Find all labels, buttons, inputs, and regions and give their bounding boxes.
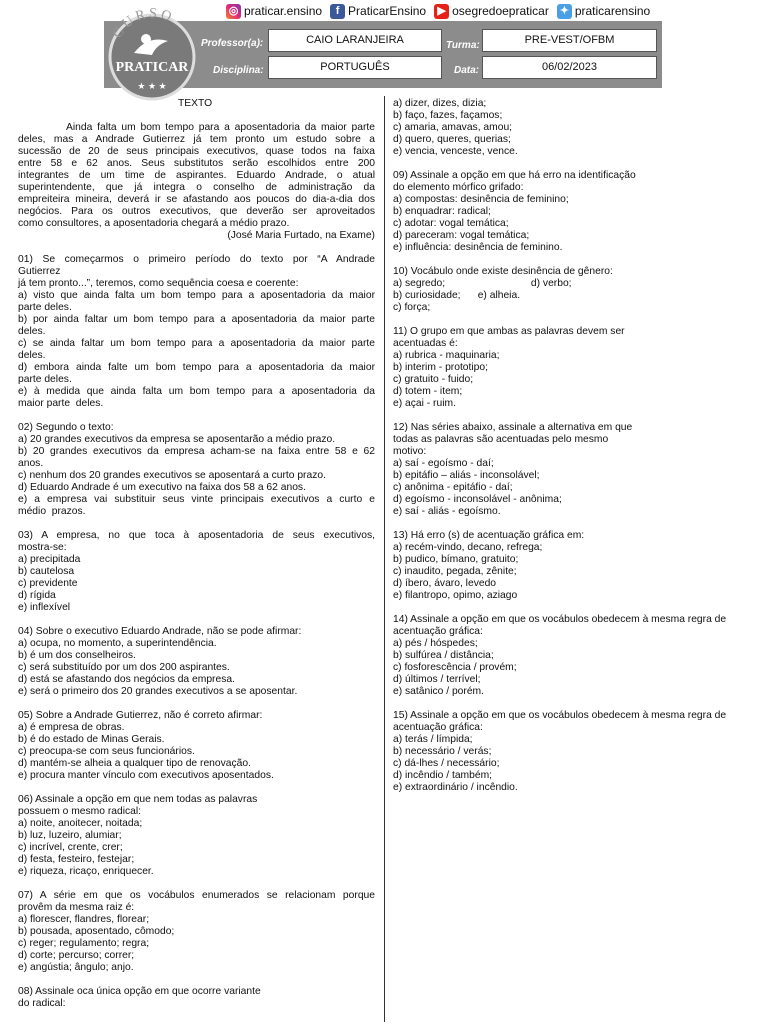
question-line: provêm da mesma raiz é: — [18, 902, 135, 913]
question-line: 11) O grupo em que ambas as palavras devem ser — [393, 326, 625, 337]
question-line: b) sulfúrea / distância; — [393, 650, 494, 661]
youtube-icon: ▶ — [434, 4, 449, 19]
question-line: parte deles. — [18, 302, 72, 313]
text-title: TEXTO — [178, 98, 213, 109]
data-field: 06/02/2023 — [482, 56, 657, 79]
question-line: e) riqueza, ricaço, enriquecer. — [18, 866, 154, 877]
question-line: a) precipitada — [18, 554, 81, 565]
question-line: 09) Assinale a opção em que há erro na identificação — [393, 170, 636, 181]
question-line: d) íbero, ávaro, levedo — [393, 578, 497, 589]
turma-label: Turma: — [446, 40, 480, 51]
question-line: c) incrível, crente, crer; — [18, 842, 123, 853]
svg-text:★ ★ ★: ★ ★ ★ — [137, 81, 167, 91]
instagram-icon: ◎ — [226, 4, 241, 19]
question-line: 10) Vocábulo onde existe desinência de gênero: — [393, 266, 613, 277]
question-line: b) cautelosa — [18, 566, 75, 577]
question-06 — [18, 794, 375, 878]
question-line: a) rubrica - maquinaria; — [393, 350, 500, 361]
question-line: e) procura manter vínculo com executivos aposentados. — [18, 770, 274, 781]
question-line: a) segredo; d) verbo; — [393, 278, 572, 289]
question-08 — [18, 986, 375, 1010]
question-line: deles. — [18, 326, 46, 337]
question-line: 13) Há erro (s) de acentuação gráfica em: — [393, 530, 585, 541]
question-line: c) adotar: vogal temática; — [393, 218, 509, 229]
question-line: e) será o primeiro dos 20 grandes executivos a se aposentar. — [18, 686, 298, 697]
social-twitter[interactable] — [557, 3, 650, 19]
question-line: e) vencia, venceste, vence. — [393, 146, 518, 157]
question-07 — [18, 890, 375, 974]
question-line: 12) Nas séries abaixo, assinale a alternativa em que — [393, 422, 633, 433]
question-line: a) dizer, dizes, dizia; — [393, 98, 487, 109]
question-line: e) a empresa vai substituir seus vinte principais executivos a curto e — [18, 494, 375, 505]
question-line: parte deles. — [18, 374, 72, 385]
social-label: PraticarEnsino — [348, 4, 427, 18]
question-line: e) angústia; ângulo; anjo. — [18, 962, 134, 973]
question-04 — [18, 626, 375, 698]
question-line: b) epitáfio – aliás - inconsolável; — [393, 470, 540, 481]
text-source: (José Maria Furtado, na Exame) — [227, 230, 375, 241]
question-09 — [393, 170, 753, 254]
question-line: a) 20 grandes executivos da empresa se aposentarão a médio prazo. — [18, 434, 336, 445]
question-line: a) é empresa de obras. — [18, 722, 125, 733]
social-youtube[interactable] — [434, 3, 549, 19]
question-line: 07) A série em que os vocábulos enumerados se relacionam porque — [18, 890, 375, 901]
question-line: a) noite, anoitecer, noitada; — [18, 818, 143, 829]
disciplina-label: Disciplina: — [213, 65, 264, 76]
question-line: mostra-se: — [18, 542, 67, 553]
question-line: c) será substituído por um dos 200 aspirantes. — [18, 662, 230, 673]
question-line: c) dá-lhes / necessário; — [393, 758, 500, 769]
question-line: do radical: — [18, 998, 66, 1009]
question-line: d) rígida — [18, 590, 56, 601]
question-line: c) anônima - epitáfio - daí; — [393, 482, 513, 493]
praticar-logo — [104, 5, 200, 105]
social-label: osegredoepraticar — [452, 4, 549, 18]
right-column — [393, 98, 753, 794]
question-line: e) saí - aliás - egoísmo. — [393, 506, 501, 517]
logo-name: PRATICAR — [115, 60, 189, 75]
question-line: e) açai - ruim. — [393, 398, 456, 409]
question-line: c) inaudito, pegada, zênite; — [393, 566, 517, 577]
question-line: Gutierrez — [18, 266, 61, 277]
question-line: d) quero, queres, querias; — [393, 134, 511, 145]
social-label: praticar.ensino — [244, 4, 323, 18]
question-line: maior parte deles. — [18, 398, 104, 409]
question-line: a) recém-vindo, decano, refrega; — [393, 542, 543, 553]
question-line: 04) Sobre o executivo Eduardo Andrade, não se pode afirmar: — [18, 626, 302, 637]
question-line: c) reger; regulamento; regra; — [18, 938, 150, 949]
question-03 — [18, 530, 375, 614]
question-15 — [393, 710, 753, 794]
social-facebook[interactable] — [330, 3, 426, 19]
social-bar — [226, 3, 650, 19]
question-line: b) interim - prototipo; — [393, 362, 488, 373]
question-line: a) ocupa, no momento, a superintendência. — [18, 638, 217, 649]
question-line: b) pousada, aposentado, cômodo; — [18, 926, 175, 937]
question-line: anos. — [18, 458, 44, 469]
question-line: e) filantropo, opimo, aziago — [393, 590, 518, 601]
question-line: d) totem - item; — [393, 386, 463, 397]
question-line: c) força; — [393, 302, 431, 313]
question-line: e) satânico / porém. — [393, 686, 484, 697]
question-line: a) pés / hóspedes; — [393, 638, 478, 649]
question-line: d) festa, festeiro, festejar; — [18, 854, 135, 865]
question-line: d) pareceram: vogal temática; — [393, 230, 530, 241]
question-11 — [393, 326, 753, 410]
question-line: possuem o mesmo radical: — [18, 806, 142, 817]
question-line: 08) Assinale oca única opção em que ocorre variante — [18, 986, 261, 997]
question-line: b) enquadrar: radical; — [393, 206, 491, 217]
question-line: a) terás / límpida; — [393, 734, 473, 745]
question-line: d) mantém-se alheia a qualquer tipo de renovação. — [18, 758, 251, 769]
turma-field: PRE-VEST/OFBM — [482, 29, 657, 52]
question-line: e) inflexível — [18, 602, 71, 613]
question-14 — [393, 614, 753, 698]
question-line: d) Eduardo Andrade é um executivo na faixa dos 58 a 62 anos. — [18, 482, 306, 493]
question-line: b) faço, fazes, façamos; — [393, 110, 503, 121]
question-line: 02) Segundo o texto: — [18, 422, 114, 433]
text-line: entre 58 e 62 anos. Seus substitutos serão escolhidos entre 200 — [18, 158, 375, 169]
question-line: b) curiosidade; e) alheia. — [393, 290, 521, 301]
text-line: deles, mas a Andrade Gutierrez já tem pronto um estudo sobre a — [18, 134, 375, 145]
question-line: b) é do estado de Minas Gerais. — [18, 734, 165, 745]
question-line: b) 20 grandes executivos da empresa acham-se na faixa entre 58 e 62 — [18, 446, 375, 457]
text-line: Ainda falta um bom tempo para a aposentadoria da maior parte — [18, 122, 375, 133]
question-10 — [393, 266, 753, 314]
question-line: 03) A empresa, no que toca à aposentadoria de seus executivos, — [18, 530, 375, 541]
question-line: deles. — [18, 350, 46, 361]
question-line: d) está se afastando dos negócios da empresa. — [18, 674, 235, 685]
question-line: já tem pronto...”, teremos, como sequência coesa e coerente: — [18, 278, 299, 289]
text-line: superintendente, que já integra o conselho de administração da — [18, 182, 375, 193]
question-line: e) à medida que ainda falta um bom tempo para a aposentadoria da — [18, 386, 375, 397]
data-label: Data: — [454, 65, 480, 76]
question-line: motivo: — [393, 446, 427, 457]
text-line: empreiteira mineira, deverá ir se afastando aos poucos do dia-a-dia dos — [18, 194, 375, 205]
question-line: e) extraordinário / incêndio. — [393, 782, 518, 793]
question-line: c) amaria, amavas, amou; — [393, 122, 513, 133]
question-13 — [393, 530, 753, 602]
text-line: sucessão de 20 de seus principais executivos, quase todos na faixa — [18, 146, 375, 157]
professor-field: CAIO LARANJEIRA — [268, 29, 442, 52]
question-line: c) gratuito - fuido; — [393, 374, 474, 385]
question-line: 05) Sobre a Andrade Gutierrez, não é correto afirmar: — [18, 710, 263, 721]
question-line: d) egoísmo - inconsolável - anônima; — [393, 494, 562, 505]
disciplina-field: PORTUGUÊS — [268, 56, 442, 79]
question-line: c) fosforescência / provém; — [393, 662, 517, 673]
social-instagram[interactable] — [226, 3, 322, 19]
question-line: acentuação gráfica: — [393, 626, 483, 637]
professor-label: Professor(a): — [201, 38, 264, 49]
question-line: e) influência: desinência de feminino. — [393, 242, 563, 253]
question-line: d) embora ainda falte um bom tempo para a aposentadoria da maior — [18, 362, 375, 373]
question-line: acentuadas é: — [393, 338, 458, 349]
question-line: d) corte; percurso; correr; — [18, 950, 135, 961]
question-line: b) necessário / verás; — [393, 746, 492, 757]
question-line: b) é um dos conselheiros. — [18, 650, 136, 661]
question-line: b) luz, luzeiro, alumiar; — [18, 830, 122, 841]
text-line: integrantes de um time de aspirantes. Eduardo Andrade, o atual — [18, 170, 375, 181]
twitter-icon: ✦ — [557, 4, 572, 19]
text-line: como consultores, a aposentadoria chegará a médio prazo. — [18, 218, 290, 229]
left-column — [18, 98, 375, 1010]
question-01 — [18, 254, 375, 410]
question-line: c) nenhum dos 20 grandes executivos se aposentará a curto prazo. — [18, 470, 326, 481]
column-divider — [384, 96, 385, 1022]
question-line: a) visto que ainda falta um bom tempo para a aposentadoria da maior — [18, 290, 375, 301]
question-line: 14) Assinale a opção em que os vocábulos obedecem à mesma regra de — [393, 614, 727, 625]
question-line: a) saí - egoísmo - daí; — [393, 458, 494, 469]
question-08-options — [393, 98, 753, 158]
question-line: d) últimos / terrível; — [393, 674, 481, 685]
question-line: d) incêndio / também; — [393, 770, 493, 781]
question-line: todas as palavras são acentuadas pelo mesmo — [393, 434, 609, 445]
question-line: acentuação gráfica: — [393, 722, 483, 733]
question-12 — [393, 422, 753, 518]
question-line: 01) Se começarmos o primeiro período do texto por “A Andrade — [18, 254, 375, 265]
question-line: a) compostas: desinência de feminino; — [393, 194, 569, 205]
logo-curso: CURSO — [110, 6, 177, 42]
question-line: c) se ainda faltar um bom tempo para a aposentadoria da maior parte — [18, 338, 375, 349]
facebook-icon: f — [330, 4, 345, 19]
question-02 — [18, 422, 375, 518]
social-label: praticarensino — [574, 4, 651, 18]
text-line: negócios. Para os outros executivos, que deverão ser aproveitados — [18, 206, 375, 217]
question-line: 15) Assinale a opção em que os vocábulos obedecem à mesma regra de — [393, 710, 727, 721]
question-05 — [18, 710, 375, 782]
question-line: c) preocupa-se com seus funcionários. — [18, 746, 195, 757]
question-line: médio prazos. — [18, 506, 86, 517]
question-line: c) previdente — [18, 578, 78, 589]
question-line: b) pudico, bímano, gratuito; — [393, 554, 519, 565]
question-line: b) por ainda faltar um bom tempo para a aposentadoria da maior parte — [18, 314, 375, 325]
question-line: do elemento mórfico grifado: — [393, 182, 524, 193]
question-line: 06) Assinale a opção em que nem todas as palavras — [18, 794, 258, 805]
question-line: a) florescer, flandres, florear; — [18, 914, 150, 925]
